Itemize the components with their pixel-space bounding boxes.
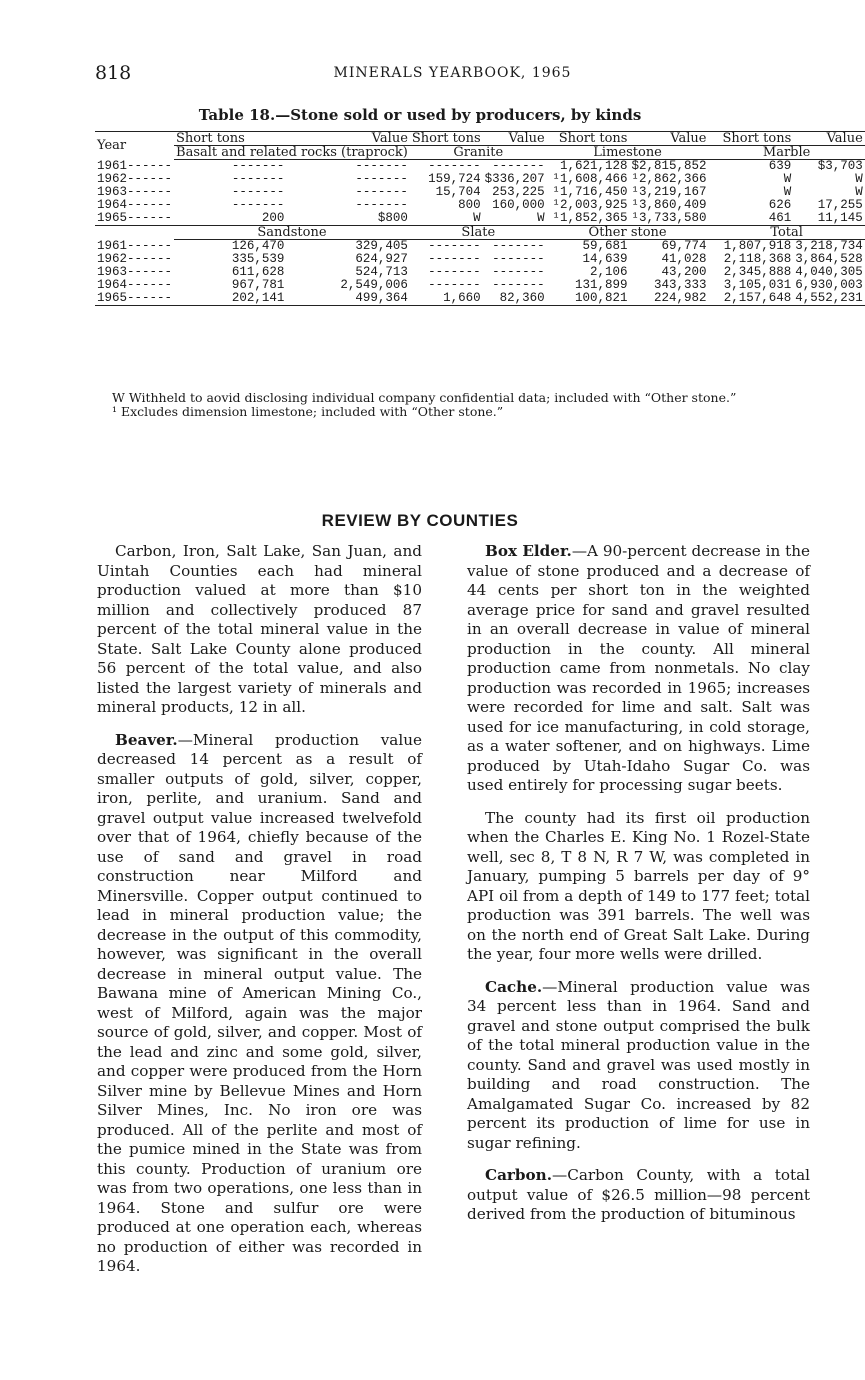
- table-cell: 15,704: [435, 185, 481, 199]
- table-cell: W: [410, 212, 483, 226]
- value-header: Value: [286, 132, 410, 146]
- year-cell: 1962------: [97, 252, 173, 266]
- stone-table: [95, 131, 865, 306]
- table-cell: $3,703: [817, 159, 863, 173]
- year-header: Year: [95, 132, 174, 160]
- paragraph: [467, 1166, 810, 1225]
- table-cell: 100,821: [547, 292, 630, 306]
- table-cell: $800: [286, 212, 410, 226]
- county-heading: Beaver.: [115, 730, 178, 749]
- table-cell: 800: [458, 198, 481, 212]
- group-basalt: Basalt and related rocks (traprock): [176, 145, 408, 160]
- table-row: [95, 292, 865, 306]
- right-column: [467, 542, 810, 1238]
- table-cell: W: [855, 172, 863, 186]
- table-cell: 131,899: [574, 278, 628, 292]
- table-cell: ¹1,852,365: [547, 212, 630, 226]
- year-cell: 1965------: [97, 211, 173, 225]
- table-cell: 202,141: [174, 292, 286, 306]
- table-cell: 626: [768, 198, 792, 212]
- table-cell: ¹3,860,409: [631, 198, 707, 212]
- table-cell: 17,255: [817, 198, 863, 212]
- table-cell: 461: [708, 212, 793, 226]
- table-cell: 2,118,368: [723, 252, 792, 266]
- table-row: [95, 240, 865, 254]
- table-cell: W: [483, 212, 547, 226]
- table-cell: 3,864,528: [795, 252, 863, 266]
- table-cell: 2,345,888: [723, 265, 792, 279]
- table-cell: 200: [174, 212, 286, 226]
- table-cell: 335,539: [231, 252, 285, 266]
- empty-cell: [95, 226, 174, 240]
- table-cell: 4,552,231: [795, 291, 863, 305]
- table-cell: 2,106: [589, 265, 628, 279]
- table-cell: 69,774: [661, 239, 707, 253]
- table-cell: 524,713: [355, 265, 408, 279]
- running-title: MINERALS YEARBOOK, 1965: [333, 65, 572, 81]
- group-header-row: [95, 226, 865, 240]
- table-cell: -------: [428, 239, 481, 253]
- year-cell: 1964------: [97, 278, 173, 292]
- paragraph-text: —A 90-percent decrease in the value of stone produced and a decrease of 44 cents per short ton in the weighted average price for sand and gravel resulted in an overall decrease in value of mineral production in the county. All mineral production came from nonmetals. No clay production was recorded in 1965; increases were recorded for lime and salt. Salt was used for ice manufacturing, in cold storage, as a water softener, and on highways. Lime produced by Utah-Idaho Sugar Co. was used entirely for processing sugar beets.: [467, 542, 810, 794]
- table-cell: 3,218,734: [795, 239, 863, 253]
- paragraph: Carbon, Iron, Salt Lake, San Juan, and Uintah Counties each had mineral production valued at more than $10 million and collectively produced 87 percent of the total mineral value in the State. Salt Lake County alone produced 56 percent of the total value, and also listed the largest variety of minerals and mineral products, 12 in all.: [97, 542, 422, 716]
- paragraph-text: —Carbon County, with a total output value of $26.5 million—98 percent derived from the production of bituminous: [467, 1166, 810, 1223]
- table-cell: 11,145: [793, 212, 865, 226]
- table-cell: 1,621,128: [559, 159, 628, 173]
- county-heading: Box Elder.: [485, 542, 572, 560]
- county-heading: Carbon.: [485, 1166, 553, 1184]
- table-cell: 82,360: [483, 292, 547, 306]
- table-cell: 159,724: [428, 172, 481, 186]
- table-cell: 14,639: [582, 252, 628, 266]
- table-cell: -------: [492, 278, 545, 292]
- footnote-limestone: ¹ Excludes dimension limestone; included with “Other stone.”: [112, 404, 504, 419]
- paragraph: The county had its first oil production when the Charles E. King No. 1 Rozel-State well, sec 8, T 8 N, R 7 W, was completed in January, pumping 5 barrels per day of 9° API oil from a depth of 149 to 177 feet; total production was 391 barrels. The well was on the north end of Great Salt Lake. During the year, four more wells were drilled.: [467, 808, 810, 963]
- table-cell: 2,157,648: [708, 292, 793, 306]
- group-limestone: Limestone: [547, 146, 709, 160]
- table-cell: -------: [428, 252, 481, 266]
- short-tons-header: Short tons: [547, 132, 630, 146]
- table-cell: 343,333: [653, 278, 707, 292]
- table-row: [95, 160, 865, 174]
- table-cell: 3,105,031: [723, 278, 792, 292]
- table-row: [95, 212, 865, 226]
- table-cell: -------: [492, 252, 545, 266]
- left-column: [97, 542, 422, 1290]
- table-cell: -------: [492, 265, 545, 279]
- group-other-stone: Other stone: [547, 226, 709, 240]
- short-tons-header: Short tons: [411, 131, 481, 146]
- table-cell: 624,927: [355, 252, 408, 266]
- paragraph: [467, 978, 810, 1154]
- table-cell: -------: [231, 172, 285, 186]
- group-granite: Granite: [410, 146, 547, 160]
- table-cell: -------: [428, 265, 481, 279]
- paragraph: [467, 542, 810, 796]
- paragraph-text: —Mineral production value decreased 14 percent as a result of smaller outputs of gold, silver, copper, iron, perlite, and uranium. Sand and gravel output value increased twelvefold over that of 1964, chiefly because of the use of sand and gravel in road construction near Milford and Minersville. Copper output continued to lead in mineral production value; the decrease in the output of this commodity, however, was significant in the overall decrease in mineral output value. The Bawana mine of American Mining Co., west of Milford, again was the major source of gold, silver, and copper. Most of the lead and zinc and some gold, silver, and copper were produced from the Horn Silver mine by Bellevue Mines and Horn Silver Mines, Inc. No iron ore was produced. All of the perlite and most of the pumice mined in the State was from this county. Production of uranium ore was from two operations, one less than in 1964. Stone and sulfur ore were produced at one operation each, whereas no production of either was recorded in 1964.: [97, 730, 422, 1275]
- year-cell: 1962------: [97, 172, 173, 186]
- table-cell: ¹3,219,167: [631, 185, 707, 199]
- value-header: Value: [793, 132, 865, 146]
- page-number: 818: [95, 62, 132, 84]
- table-cell: ¹2,862,366: [631, 172, 707, 186]
- table-cell: 43,200: [661, 265, 707, 279]
- table-cell: -------: [428, 278, 481, 292]
- year-cell: 1961------: [97, 158, 173, 173]
- year-cell: 1965------: [97, 291, 173, 305]
- table-cell: 611,628: [231, 265, 285, 279]
- table-footnotes: [112, 391, 812, 419]
- table-cell: -------: [355, 198, 408, 212]
- county-heading: Cache.: [485, 977, 543, 996]
- year-cell: 1963------: [97, 265, 173, 279]
- year-cell: 1961------: [97, 238, 173, 253]
- year-cell: 1964------: [97, 198, 173, 212]
- table-cell: 639: [768, 159, 792, 173]
- table-cell: -------: [355, 159, 408, 173]
- table-cell: 499,364: [286, 292, 410, 306]
- table-cell: 253,225: [492, 185, 545, 199]
- table-cell: $336,207: [484, 172, 545, 186]
- group-total: Total: [708, 226, 864, 240]
- short-tons-header: Short tons: [708, 132, 793, 146]
- table-cell: ¹2,003,925: [552, 198, 628, 212]
- table-cell: ¹3,733,580: [631, 211, 707, 225]
- table-cell: -------: [492, 159, 545, 173]
- table-cell: 6,930,003: [795, 278, 863, 292]
- table-cell: -------: [231, 198, 285, 212]
- footnote-withheld: W Withheld to aovid disclosing individual company confidential data; included with “Other stone.”: [112, 390, 737, 405]
- table-cell: 41,028: [661, 252, 707, 266]
- page-header: [95, 62, 810, 86]
- table-cell: -------: [428, 159, 481, 173]
- year-cell: 1963------: [97, 185, 173, 199]
- table-cell: 1,807,918: [723, 239, 792, 253]
- table-cell: 329,405: [355, 239, 408, 253]
- paragraph: [97, 731, 422, 1277]
- table-cell: $2,815,852: [631, 159, 707, 173]
- value-header: Value: [629, 132, 708, 146]
- table-cell: 967,781: [231, 278, 285, 292]
- table-cell: 126,470: [231, 239, 285, 253]
- table-cell: 4,040,305: [795, 265, 863, 279]
- table-cell: 1,660: [410, 292, 483, 306]
- table-cell: -------: [492, 239, 545, 253]
- table-cell: 59,681: [582, 239, 628, 253]
- table-cell: W: [783, 185, 792, 199]
- section-title: REVIEW BY COUNTIES: [321, 511, 519, 530]
- table-cell: 2,549,006: [340, 278, 408, 292]
- paragraph-text: —Mineral production value was 34 percent less than in 1964. Sand and gravel and stone output comprised the bulk of the total mineral production value in the county. Sand and gravel was used mostly in building and road construction. The Amalgamated Sugar Co. increased by 82 percent its production of lime for use in sugar refining.: [467, 977, 810, 1152]
- table-cell: -------: [231, 185, 285, 199]
- table-cell: -------: [355, 172, 408, 186]
- table-cell: W: [855, 185, 863, 199]
- table-cell: -------: [355, 185, 408, 199]
- table-cell: ¹1,716,450: [552, 185, 628, 199]
- table-cell: 160,000: [492, 198, 545, 212]
- table-cell: ¹1,608,466: [552, 172, 628, 186]
- group-sandstone: Sandstone: [174, 226, 410, 240]
- table-cell: -------: [231, 159, 285, 173]
- group-slate: Slate: [410, 226, 547, 240]
- group-marble: Marble: [708, 146, 864, 160]
- value-header: Value: [483, 132, 547, 146]
- short-tons-header: Short tons: [174, 132, 286, 146]
- table-cell: 224,982: [629, 292, 708, 306]
- table-title: Table 18.—Stone sold or used by producers, by kinds: [198, 106, 642, 124]
- table-cell: W: [783, 172, 792, 186]
